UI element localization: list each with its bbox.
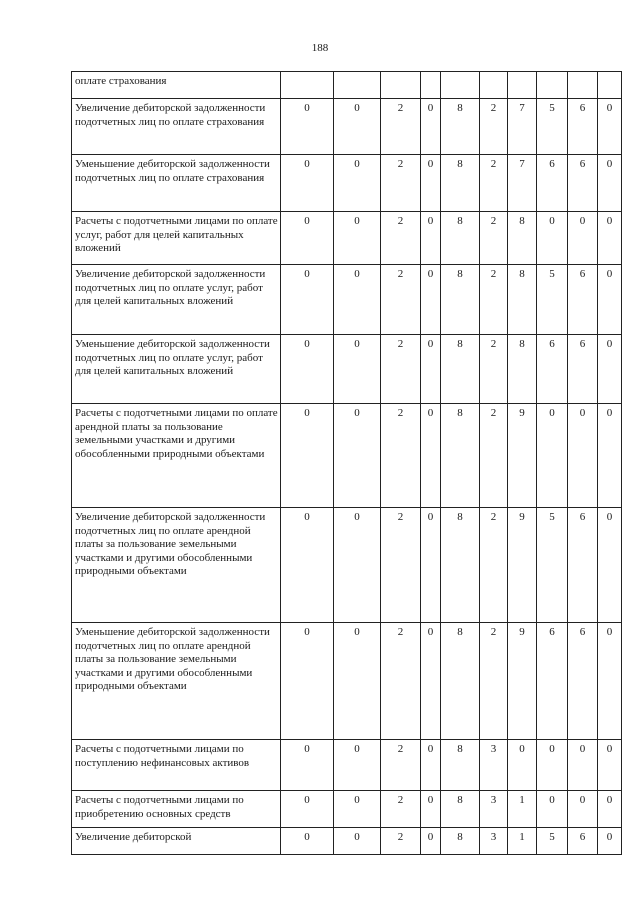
code-digit: 8 bbox=[441, 740, 480, 791]
code-digit bbox=[568, 72, 598, 99]
page-number: 188 bbox=[311, 42, 329, 54]
code-digit: 0 bbox=[421, 508, 441, 623]
table-row bbox=[72, 828, 622, 855]
code-digit: 6 bbox=[568, 265, 598, 335]
code-digit: 8 bbox=[441, 155, 480, 212]
code-digit: 2 bbox=[381, 212, 421, 265]
code-digit: 8 bbox=[441, 212, 480, 265]
table-row bbox=[72, 508, 622, 623]
code-digit: 5 bbox=[537, 508, 568, 623]
account-description: Уменьшение дебиторской задолженности подотчетных лиц по оплате страхования bbox=[72, 155, 281, 212]
code-digit: 6 bbox=[568, 155, 598, 212]
code-digit: 0 bbox=[281, 155, 334, 212]
code-digit: 6 bbox=[537, 155, 568, 212]
code-digit bbox=[537, 72, 568, 99]
code-digit: 9 bbox=[508, 623, 537, 740]
code-digit: 6 bbox=[537, 335, 568, 404]
code-digit: 8 bbox=[508, 212, 537, 265]
code-digit: 6 bbox=[568, 99, 598, 155]
code-digit: 0 bbox=[421, 740, 441, 791]
code-digit: 0 bbox=[537, 404, 568, 508]
account-description: Уменьшение дебиторской задолженности подотчетных лиц по оплате услуг, работ для целей капитальных вложений bbox=[72, 335, 281, 404]
code-digit: 0 bbox=[598, 791, 622, 828]
code-digit: 0 bbox=[281, 99, 334, 155]
code-digit: 9 bbox=[508, 508, 537, 623]
code-digit: 0 bbox=[281, 212, 334, 265]
code-digit: 0 bbox=[281, 265, 334, 335]
code-digit: 8 bbox=[441, 404, 480, 508]
code-digit: 0 bbox=[334, 740, 381, 791]
table-row bbox=[72, 265, 622, 335]
code-digit bbox=[508, 72, 537, 99]
code-digit: 0 bbox=[421, 155, 441, 212]
code-digit bbox=[281, 72, 334, 99]
code-digit: 0 bbox=[421, 265, 441, 335]
code-digit: 1 bbox=[508, 791, 537, 828]
table-row bbox=[72, 740, 622, 791]
code-digit: 2 bbox=[381, 508, 421, 623]
code-digit bbox=[421, 72, 441, 99]
code-digit: 0 bbox=[598, 623, 622, 740]
code-digit: 8 bbox=[441, 791, 480, 828]
code-digit: 6 bbox=[568, 623, 598, 740]
code-digit bbox=[441, 72, 480, 99]
code-digit: 3 bbox=[480, 740, 508, 791]
code-digit: 3 bbox=[480, 791, 508, 828]
account-code-table bbox=[71, 71, 622, 855]
code-digit: 0 bbox=[421, 828, 441, 855]
code-digit: 2 bbox=[480, 99, 508, 155]
code-digit: 0 bbox=[334, 99, 381, 155]
code-digit: 3 bbox=[480, 828, 508, 855]
account-description: Расчеты с подотчетными лицами по оплате услуг, работ для целей капитальных вложений bbox=[72, 212, 281, 265]
code-digit: 2 bbox=[480, 404, 508, 508]
code-digit: 0 bbox=[537, 212, 568, 265]
code-digit: 8 bbox=[441, 99, 480, 155]
account-description: Расчеты с подотчетными лицами по приобретению основных средств bbox=[72, 791, 281, 828]
code-digit: 0 bbox=[568, 212, 598, 265]
code-digit: 2 bbox=[381, 740, 421, 791]
code-digit: 0 bbox=[598, 99, 622, 155]
code-digit: 0 bbox=[421, 99, 441, 155]
account-description: Увеличение дебиторской задолженности подотчетных лиц по оплате страхования bbox=[72, 99, 281, 155]
table-row bbox=[72, 155, 622, 212]
account-description: Уменьшение дебиторской задолженности подотчетных лиц по оплате арендной платы за пользование земельными участками и другими обособленными природными объектами bbox=[72, 623, 281, 740]
code-digit: 2 bbox=[381, 265, 421, 335]
account-description: оплате страхования bbox=[72, 72, 281, 99]
code-digit: 2 bbox=[480, 155, 508, 212]
code-digit: 0 bbox=[568, 791, 598, 828]
account-description: Увеличение дебиторской задолженности подотчетных лиц по оплате услуг, работ для целей капитальных вложений bbox=[72, 265, 281, 335]
code-digit: 2 bbox=[480, 508, 508, 623]
code-digit: 0 bbox=[421, 623, 441, 740]
code-digit: 7 bbox=[508, 155, 537, 212]
code-digit: 8 bbox=[508, 265, 537, 335]
code-digit: 2 bbox=[381, 623, 421, 740]
code-digit: 2 bbox=[381, 404, 421, 508]
code-digit: 7 bbox=[508, 99, 537, 155]
code-digit: 6 bbox=[568, 335, 598, 404]
code-digit: 0 bbox=[334, 828, 381, 855]
code-digit: 0 bbox=[598, 155, 622, 212]
code-digit: 8 bbox=[508, 335, 537, 404]
code-digit: 0 bbox=[598, 740, 622, 791]
code-digit: 8 bbox=[441, 508, 480, 623]
code-digit: 8 bbox=[441, 623, 480, 740]
code-digit: 0 bbox=[537, 791, 568, 828]
code-digit: 0 bbox=[334, 335, 381, 404]
code-digit: 6 bbox=[537, 623, 568, 740]
code-digit: 5 bbox=[537, 828, 568, 855]
account-description: Расчеты с подотчетными лицами по оплате арендной платы за пользование земельными участками и другими обособленными природными объектами bbox=[72, 404, 281, 508]
code-digit: 0 bbox=[281, 791, 334, 828]
table-row bbox=[72, 72, 622, 99]
account-description: Расчеты с подотчетными лицами по поступлению нефинансовых активов bbox=[72, 740, 281, 791]
code-digit: 0 bbox=[334, 155, 381, 212]
code-digit: 0 bbox=[281, 335, 334, 404]
code-digit: 0 bbox=[508, 740, 537, 791]
code-digit: 5 bbox=[537, 265, 568, 335]
code-digit: 9 bbox=[508, 404, 537, 508]
code-digit: 0 bbox=[334, 623, 381, 740]
code-digit: 0 bbox=[334, 265, 381, 335]
code-digit: 0 bbox=[334, 212, 381, 265]
code-digit: 0 bbox=[334, 791, 381, 828]
account-description: Увеличение дебиторской bbox=[72, 828, 281, 855]
code-digit: 2 bbox=[381, 828, 421, 855]
code-digit: 0 bbox=[281, 508, 334, 623]
code-digit: 8 bbox=[441, 265, 480, 335]
table-row bbox=[72, 99, 622, 155]
code-digit: 0 bbox=[421, 791, 441, 828]
code-digit: 0 bbox=[281, 623, 334, 740]
code-digit: 2 bbox=[381, 335, 421, 404]
code-digit: 8 bbox=[441, 828, 480, 855]
table-row bbox=[72, 212, 622, 265]
code-digit: 0 bbox=[334, 404, 381, 508]
table-row bbox=[72, 335, 622, 404]
code-digit: 0 bbox=[281, 404, 334, 508]
code-digit bbox=[598, 72, 622, 99]
code-digit: 2 bbox=[480, 212, 508, 265]
code-digit: 6 bbox=[568, 508, 598, 623]
table-row bbox=[72, 623, 622, 740]
code-digit: 0 bbox=[281, 828, 334, 855]
code-digit: 0 bbox=[421, 335, 441, 404]
code-digit: 2 bbox=[480, 623, 508, 740]
code-digit: 1 bbox=[508, 828, 537, 855]
code-digit: 0 bbox=[421, 212, 441, 265]
code-digit bbox=[480, 72, 508, 99]
code-digit: 0 bbox=[281, 740, 334, 791]
code-digit: 0 bbox=[568, 404, 598, 508]
code-digit: 2 bbox=[381, 791, 421, 828]
code-digit: 0 bbox=[598, 335, 622, 404]
code-digit: 0 bbox=[598, 212, 622, 265]
table-row bbox=[72, 404, 622, 508]
code-digit bbox=[334, 72, 381, 99]
code-digit: 0 bbox=[598, 508, 622, 623]
code-digit: 2 bbox=[381, 155, 421, 212]
code-digit: 0 bbox=[537, 740, 568, 791]
code-digit: 6 bbox=[568, 828, 598, 855]
table-row bbox=[72, 791, 622, 828]
code-digit bbox=[381, 72, 421, 99]
code-digit: 0 bbox=[598, 404, 622, 508]
code-digit: 0 bbox=[334, 508, 381, 623]
code-digit: 8 bbox=[441, 335, 480, 404]
account-description: Увеличение дебиторской задолженности подотчетных лиц по оплате арендной платы за пользование земельными участками и другими обособленными природными объектами bbox=[72, 508, 281, 623]
code-digit: 0 bbox=[598, 828, 622, 855]
code-digit: 5 bbox=[537, 99, 568, 155]
code-digit: 0 bbox=[568, 740, 598, 791]
code-digit: 2 bbox=[480, 335, 508, 404]
code-digit: 2 bbox=[480, 265, 508, 335]
code-digit: 2 bbox=[381, 99, 421, 155]
code-digit: 0 bbox=[421, 404, 441, 508]
code-digit: 0 bbox=[598, 265, 622, 335]
